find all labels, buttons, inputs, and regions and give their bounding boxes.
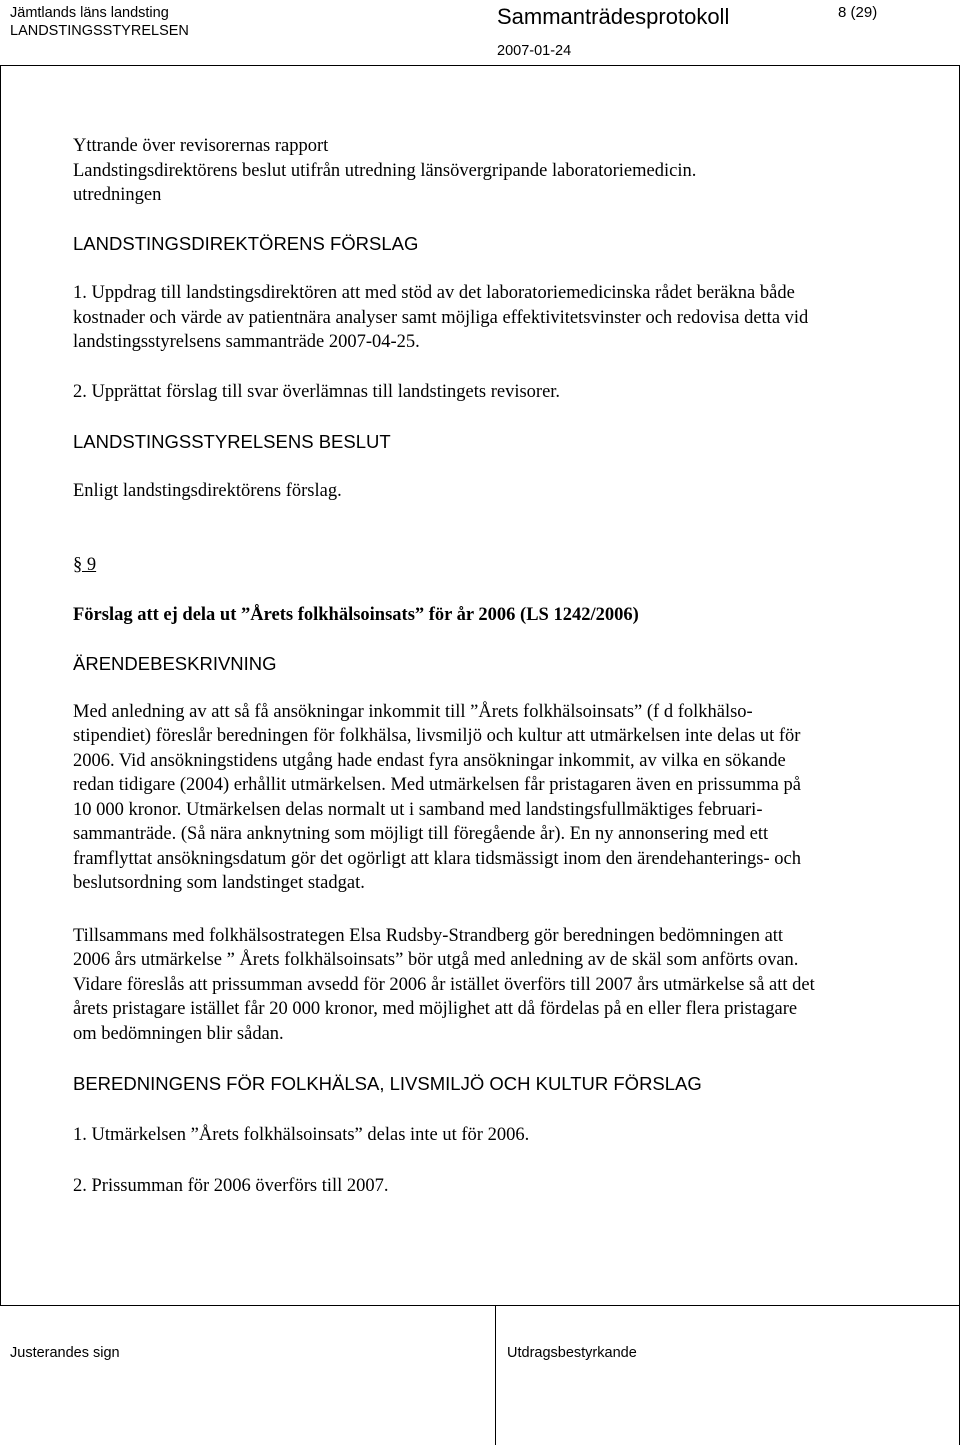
proposal-item-1-line-1: 1. Uppdrag till landstingsdirektören att med stöd av det laboratoriemedicinska rådet beräkna både [73, 283, 795, 303]
para2-line-3: Vidare föreslås att prissumman avsedd för 2006 år istället överförs till 2007 års utmärkelse så att det [73, 975, 815, 995]
signature-label: Justerandes sign [10, 1345, 120, 1361]
proposal-heading: LANDSTINGSDIREKTÖRENS FÖRSLAG [73, 233, 419, 254]
para1-line-5: 10 000 kronor. Utmärkelsen delas normalt ut i samband med landstingsfullmäktiges februari- [73, 800, 763, 820]
committee-proposal-heading: BEREDNINGENS FÖR FOLKHÄLSA, LIVSMILJÖ OCH KULTUR FÖRSLAG [73, 1073, 702, 1094]
para2-line-4: årets pristagare istället får 20 000 kronor, med möjlighet att då fördelas på en eller flera pristagare [73, 999, 798, 1019]
document-title: Sammanträdesprotokoll [497, 4, 730, 29]
organization-name: Jämtlands läns landsting [10, 5, 169, 21]
proposal-item-1-line-3: landstingsstyrelsens sammanträde 2007-04-25. [73, 332, 420, 352]
footer-column-divider [495, 1305, 496, 1445]
intro-line-1: Yttrande över revisorernas rapport [73, 136, 329, 156]
certification-label: Utdragsbestyrkande [507, 1345, 637, 1361]
decision-text: Enligt landstingsdirektörens förslag. [73, 481, 342, 501]
board-name: LANDSTINGSSTYRELSEN [10, 23, 189, 39]
proposal-item-2: 2. Upprättat förslag till svar överlämnas till landstingets revisorer. [73, 382, 561, 402]
para1-line-6: sammanträde. (Så nära anknytning som möjligt till föregående år). En ny annonsering med ett [73, 824, 769, 844]
header-divider [0, 65, 960, 66]
para1-line-2: stipendiet) föreslår beredningen för folkhälsa, livsmiljö och kultur att utmärkelsen inte delas ut för [73, 726, 801, 746]
para1-line-4: redan tidigare (2004) erhållit utmärkelsen. Med utmärkelsen får pristagaren även en prissumma på [73, 775, 801, 795]
section-title: Förslag att ej dela ut ”Årets folkhälsoinsats” för år 2006 (LS 1242/2006) [73, 605, 639, 625]
left-margin-line [0, 65, 1, 1305]
para1-line-3: 2006. Vid ansökningstidens utgång hade endast fyra ansökningar inkommit, av vilka en sökande [73, 751, 786, 771]
footer-divider [0, 1305, 960, 1306]
para2-line-5: om bedömningen blir sådan. [73, 1024, 284, 1044]
para1-line-1: Med anledning av att så få ansökningar inkommit till ”Årets folkhälsoinsats” (f d folkhälso- [73, 702, 753, 722]
proposal-item-1-line-2: kostnader och värde av patientnära analyser samt möjliga effektivitetsvinster och redovisa detta vid [73, 308, 809, 328]
committee-item-2: 2. Prissumman för 2006 överförs till 2007. [73, 1176, 389, 1196]
para2-line-1: Tillsammans med folkhälsostrategen Elsa Rudsby-Strandberg gör beredningen bedömningen att [73, 926, 784, 946]
para1-line-8: beslutsordning som landstinget stadgat. [73, 873, 365, 893]
committee-item-1: 1. Utmärkelsen ”Årets folkhälsoinsats” delas inte ut för 2006. [73, 1125, 530, 1145]
intro-line-2: Landstingsdirektörens beslut utifrån utredning länsövergripande laboratoriemedicin. [73, 161, 697, 181]
intro-line-3: utredningen [73, 185, 162, 205]
para2-line-2: 2006 års utmärkelse ” Årets folkhälsoinsats” bör utgå med anledning av de skäl som anförts ovan. [73, 950, 799, 970]
decision-heading: LANDSTINGSSTYRELSENS BESLUT [73, 431, 391, 452]
para1-line-7: framflyttat ansökningsdatum gör det ogörligt att klara tidsmässigt inom den ärendehanterings- och [73, 849, 802, 869]
case-description-heading: ÄRENDEBESKRIVNING [73, 653, 277, 674]
section-number: § 9 [73, 555, 97, 575]
meeting-date: 2007-01-24 [497, 43, 572, 59]
page-number: 8 (29) [838, 4, 878, 21]
